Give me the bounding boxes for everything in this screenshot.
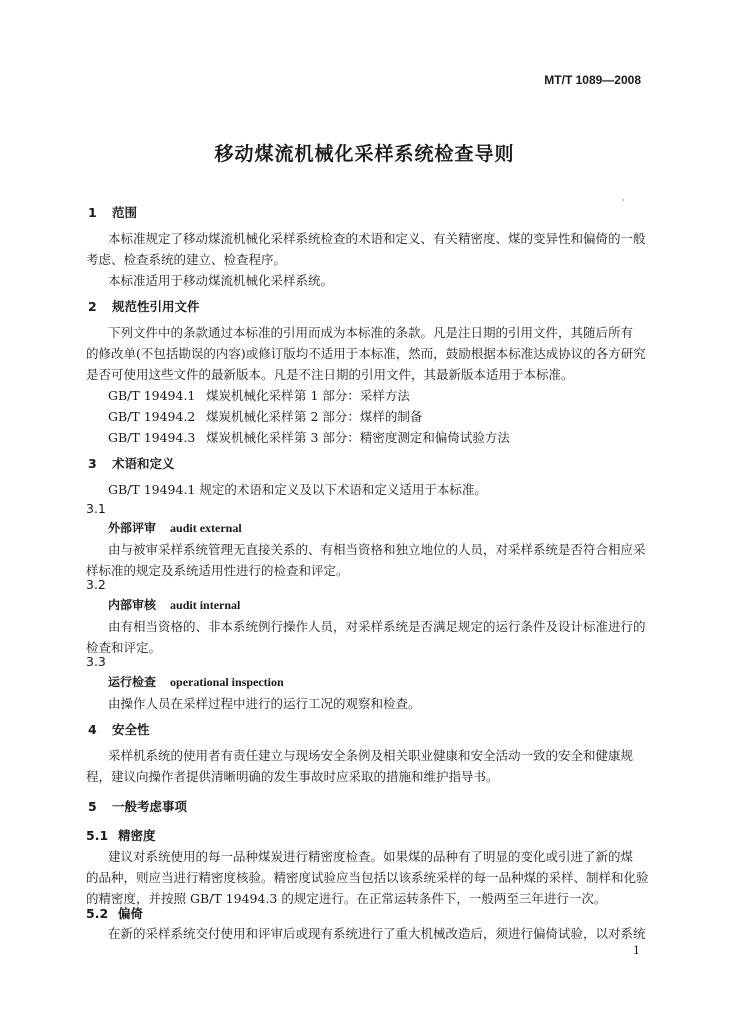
page-number: 1 (633, 944, 640, 957)
reference-name: 煤炭机械化采样 (206, 388, 294, 403)
term-en: operational inspection (170, 675, 284, 689)
reference-code: GB/T 19494.3 (108, 430, 196, 445)
reference-code: GB/T 19494.2 (108, 409, 196, 424)
paragraph-line: 由有相当资格的、非本系统例行操作人员，对采样系统是否满足规定的运行条件及设计标准进行的 (108, 619, 646, 634)
paragraph-line: 程，建议向操作者提供清晰明确的发生事故时应采取的措施和维护指导书。 (86, 769, 499, 784)
subsection-title: 偏倚 (118, 906, 144, 921)
paragraph-line: 建议对系统使用的每一品种煤炭进行精密度检查。如果煤的品种有了明显的变化或引进了新的煤 (108, 849, 634, 864)
paragraph-line: 的品种，则应当进行精密度核验。精密度试验应当包括以该系统采样的每一品种煤的采样、制样和化验 (86, 870, 649, 885)
term-number: 3.2 (86, 577, 106, 592)
section-title: 范围 (112, 205, 138, 220)
subsection-5-2-heading (86, 904, 143, 922)
subsection-number: 5.2 (86, 906, 109, 921)
subsection-5-1-heading (86, 826, 156, 844)
reference-item (108, 428, 510, 446)
scan-dot: · (622, 196, 625, 205)
term-number: 3.3 (86, 654, 106, 669)
term-cn: 内部审核 (108, 598, 157, 612)
term-number: 3.1 (86, 501, 106, 516)
section-number: 4 (88, 722, 97, 737)
section-title: 一般考虑事项 (112, 799, 188, 814)
reference-name: 煤炭机械化采样 (206, 409, 294, 424)
paragraph-line: 的修改单(不包括勘误的内容)或修订版均不适用于本标准，然而，鼓励根据本标准达成协议的各方研究 (86, 346, 646, 361)
paragraph-line: 由操作人员在采样过程中进行的运行工况的观察和检查。 (108, 696, 421, 711)
reference-name: 煤炭机械化采样 (206, 430, 294, 445)
paragraph-line: 下列文件中的条款通过本标准的引用而成为本标准的条款。凡是注日期的引用文件，其随后所有 (108, 325, 634, 340)
term-cn: 运行检查 (108, 675, 157, 689)
section-title: 安全性 (112, 722, 150, 737)
section-number: 5 (88, 799, 97, 814)
term-en: audit external (170, 521, 242, 535)
reference-item (108, 407, 422, 425)
subsection-number: 5.1 (86, 828, 109, 843)
section-1-heading (88, 203, 137, 221)
paragraph-line: 样标准的规定及系统适用性进行的检查和评定。 (86, 563, 349, 578)
section-number: 2 (88, 299, 97, 314)
term-en: audit internal (170, 598, 241, 612)
section-number: 3 (88, 456, 97, 471)
paragraph-line: 在新的采样系统交付使用和评审后或现有系统进行了重大机械改造后，须进行偏倚试验，以对系统 (108, 926, 646, 941)
paragraph-line: 是否可使用这些文件的最新版本。凡是不注日期的引用文件，其最新版本适用于本标准。 (86, 367, 574, 382)
term-33 (108, 673, 284, 690)
paragraph-line: 由与被审采样系统管理无直接关系的、有相当资格和独立地位的人员，对采样系统是否符合相应采 (108, 542, 646, 557)
paragraph-line: 检查和评定。 (86, 640, 162, 655)
term-cn: 外部评审 (108, 521, 157, 535)
section-title: 规范性引用文件 (112, 299, 200, 314)
paragraph-line: 的精密度，并按照 GB/T 19494.3 的规定进行。在正常运转条件下，一般两至三年进行一次。 (86, 891, 607, 906)
section-5-heading (88, 797, 187, 815)
section-title: 术语和定义 (112, 456, 175, 471)
section-2-heading (88, 297, 200, 315)
reference-code: GB/T 19494.1 (108, 388, 196, 403)
section-4-heading (88, 720, 150, 738)
standard-code: MT/T 1089—2008 (544, 73, 641, 87)
reference-part: 第 3 部分：精密度测定和偏倚试验方法 (294, 430, 510, 445)
paragraph-line: 本标准规定了移动煤流机械化采样系统检查的术语和定义、有关精密度、煤的变异性和偏倚的一般 (108, 231, 646, 246)
paragraph-line: GB/T 19494.1 规定的术语和定义及以下术语和定义适用于本标准。 (108, 482, 487, 497)
reference-item (108, 386, 410, 404)
section-number: 1 (88, 205, 97, 220)
reference-part: 第 1 部分：采样方法 (294, 388, 410, 403)
section-3-heading (88, 454, 175, 472)
paragraph-line: 本标准适用于移动煤流机械化采样系统。 (108, 273, 334, 288)
term-32 (108, 596, 240, 613)
term-31 (108, 519, 242, 536)
paragraph-line: 考虑、检查系统的建立、检查程序。 (86, 252, 287, 267)
reference-part: 第 2 部分：煤样的制备 (294, 409, 423, 424)
paragraph-line: 采样机系统的使用者有责任建立与现场安全条例及相关职业健康和安全活动一致的安全和健康规 (108, 748, 634, 763)
document-title: 移动煤流机械化采样系统检查导则 (214, 143, 515, 165)
subsection-title: 精密度 (118, 828, 156, 843)
